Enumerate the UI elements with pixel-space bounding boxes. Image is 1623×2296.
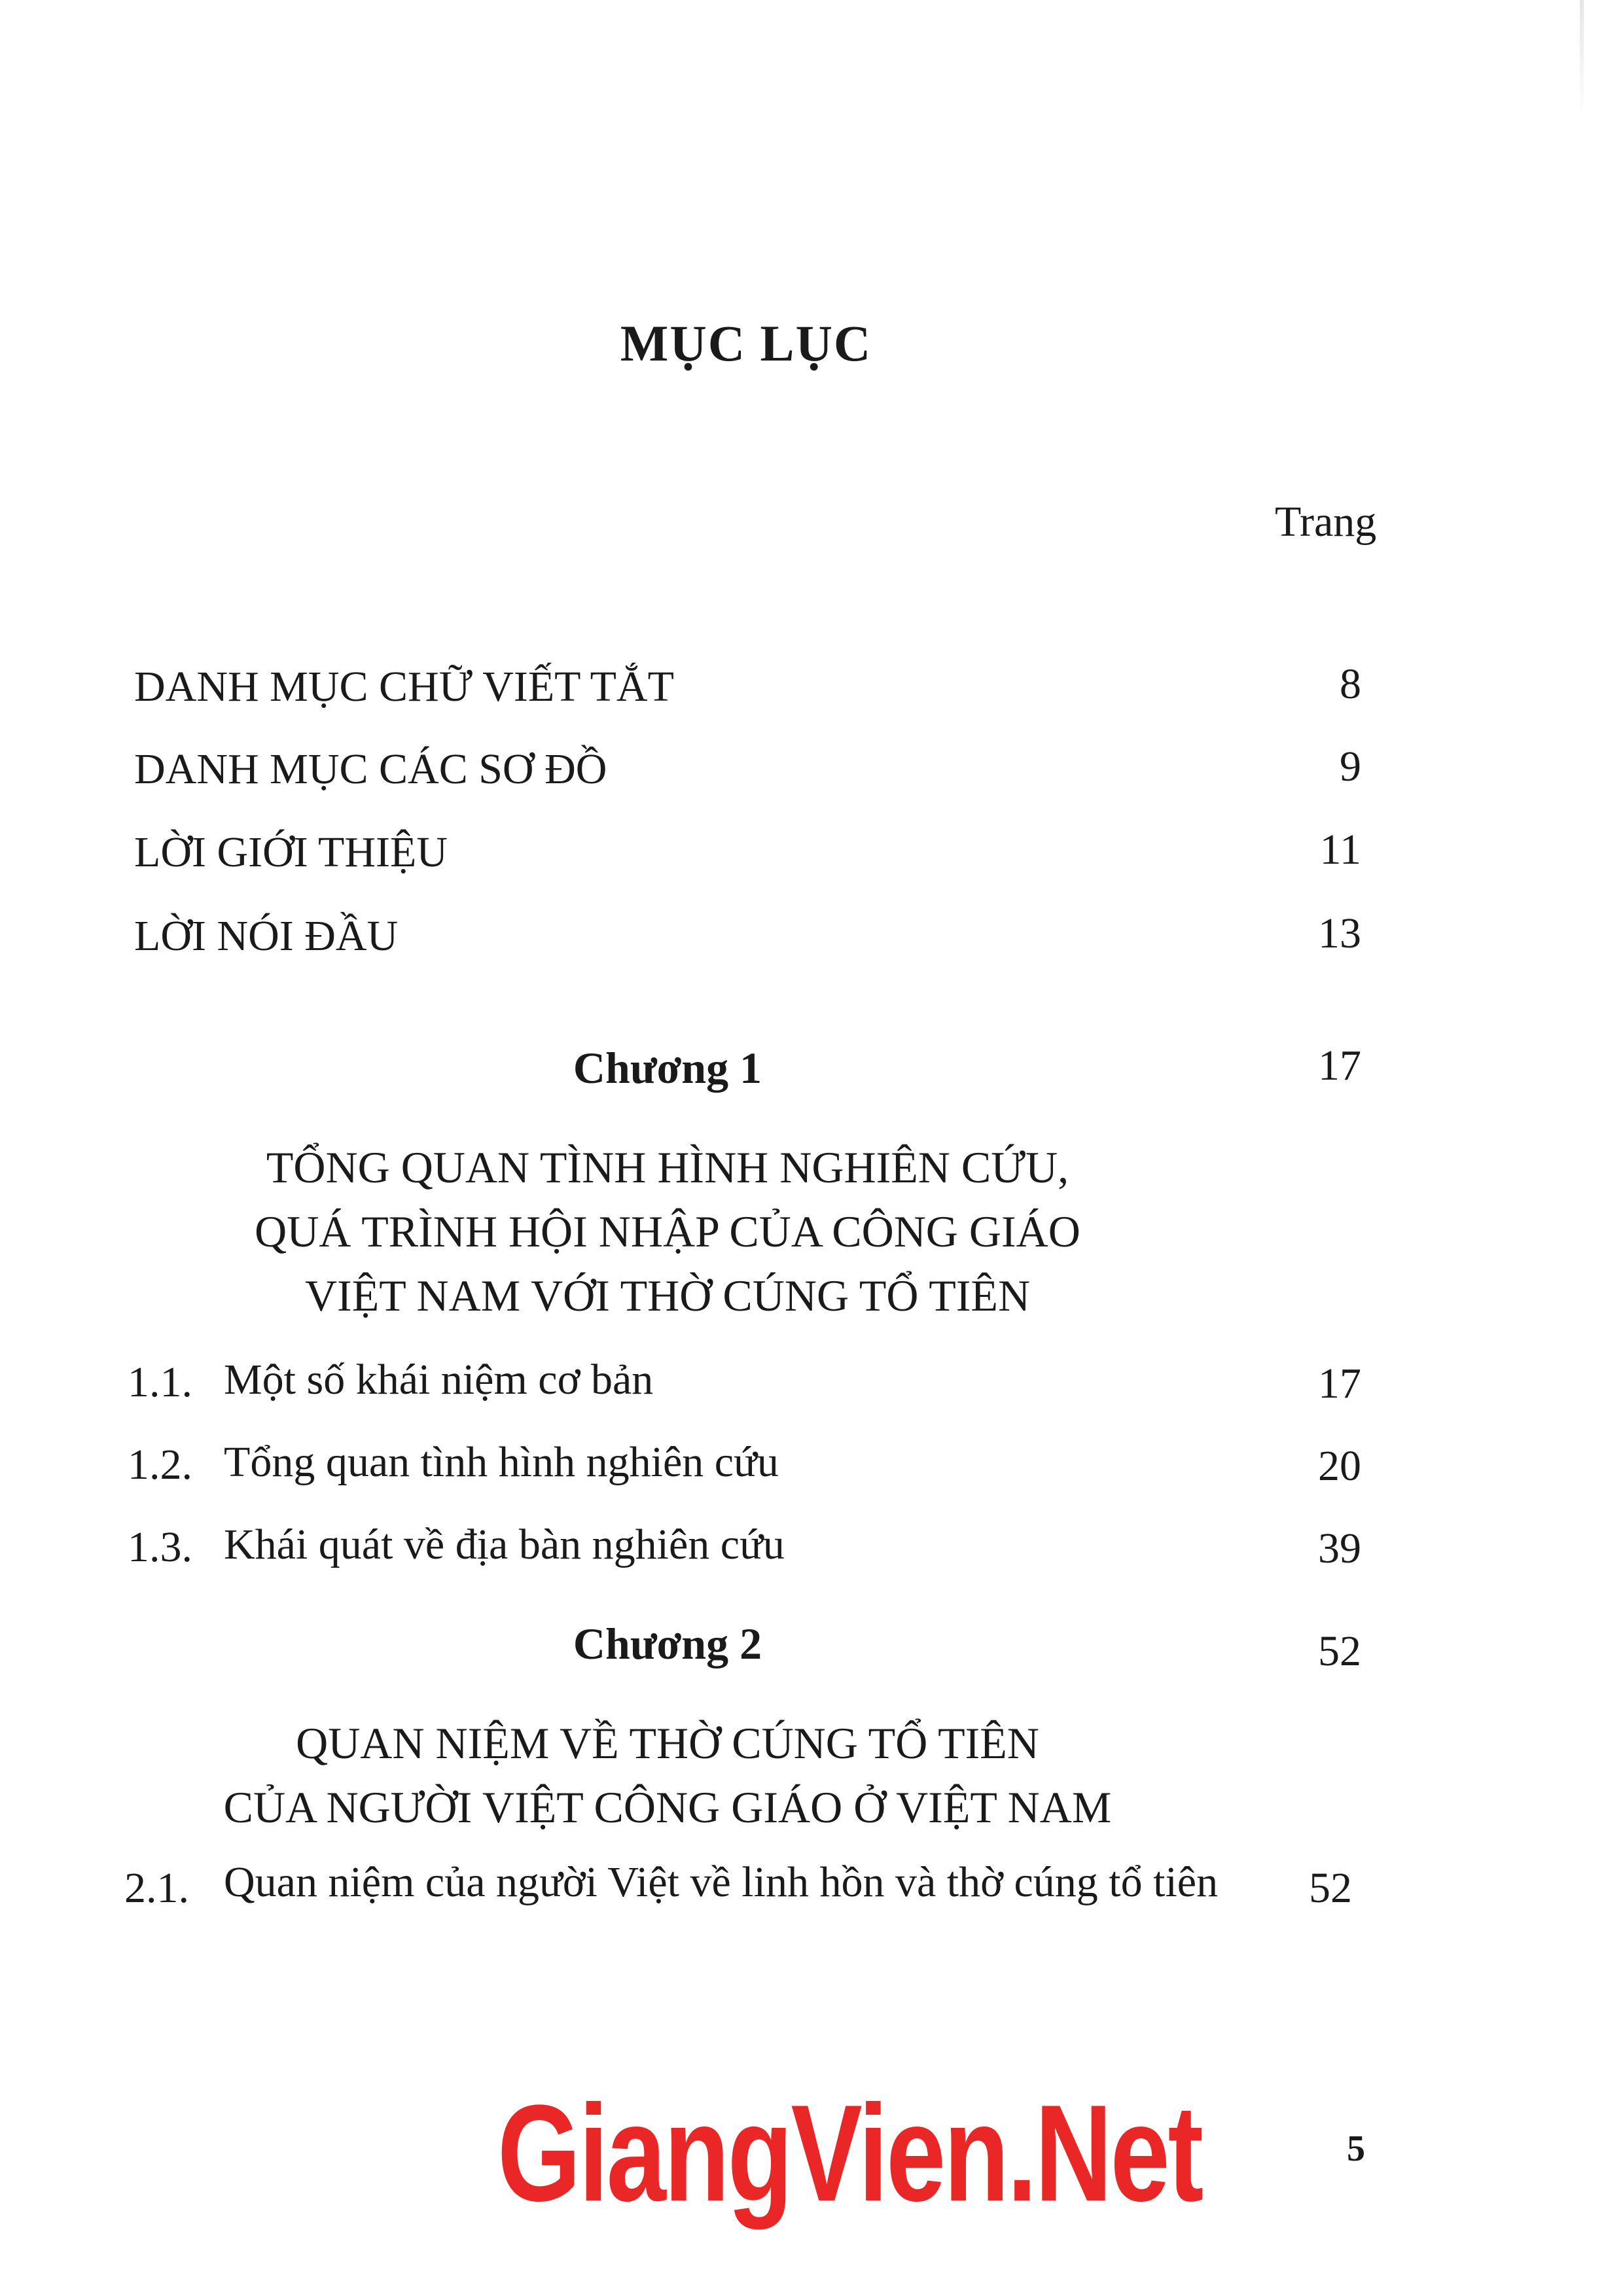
section-page: 39 (1318, 1525, 1361, 1572)
section-number: 2.1. (124, 1864, 189, 1912)
toc-entry-page: 13 (1318, 910, 1361, 957)
chapter-title-line: VIỆT NAM VỚI THỜ CÚNG TỔ TIÊN (304, 1271, 1031, 1320)
section-page: 52 (1309, 1864, 1352, 1912)
chapter-page: 52 (1318, 1627, 1361, 1675)
watermark-logo: GiangVien.Net (497, 2076, 1202, 2230)
chapter-title-line: QUÁ TRÌNH HỘI NHẬP CỦA CÔNG GIÁO (255, 1207, 1080, 1256)
toc-entry-label[interactable]: DANH MỤC CÁC SƠ ĐỒ (134, 745, 607, 793)
section-number: 1.1. (128, 1358, 192, 1406)
page-number: 5 (1347, 2128, 1365, 2169)
chapter-title-line: CỦA NGƯỜI VIỆT CÔNG GIÁO Ở VIỆT NAM (223, 1782, 1112, 1832)
section-page: 20 (1318, 1442, 1361, 1490)
page-column-label: Trang (1275, 498, 1377, 546)
section-number: 1.2. (128, 1441, 192, 1489)
page-edge-shadow (1580, 0, 1584, 118)
toc-entry-label[interactable]: LỜI GIỚI THIỆU (134, 828, 448, 876)
toc-entry-label[interactable]: LỜI NÓI ĐẦU (134, 912, 399, 960)
toc-entry-page: 8 (1340, 660, 1361, 708)
chapter-label[interactable]: Chương 1 (573, 1043, 762, 1093)
chapter-label[interactable]: Chương 2 (573, 1619, 762, 1669)
section-title[interactable]: Tổng quan tình hình nghiên cứu (224, 1438, 779, 1486)
section-title[interactable]: Một số khái niệm cơ bản (224, 1356, 654, 1404)
toc-entry-page: 11 (1319, 826, 1361, 874)
chapter-page: 17 (1318, 1042, 1361, 1089)
chapter-title-line: QUAN NIỆM VỀ THỜ CÚNG TỔ TIÊN (296, 1718, 1039, 1768)
chapter-title-line: TỔNG QUAN TÌNH HÌNH NGHIÊN CỨU, (266, 1142, 1069, 1192)
section-number: 1.3. (128, 1523, 192, 1571)
toc-heading: MỤC LỤC (620, 315, 872, 372)
toc-entry-label[interactable]: DANH MỤC CHỮ VIẾT TẮT (134, 663, 674, 711)
section-page: 17 (1318, 1360, 1361, 1407)
section-title[interactable]: Khái quát về địa bàn nghiên cứu (224, 1521, 785, 1568)
toc-entry-page: 9 (1340, 743, 1361, 790)
section-title[interactable]: Quan niệm của người Việt về linh hồn và thờ cúng tổ tiên (224, 1858, 1219, 1906)
